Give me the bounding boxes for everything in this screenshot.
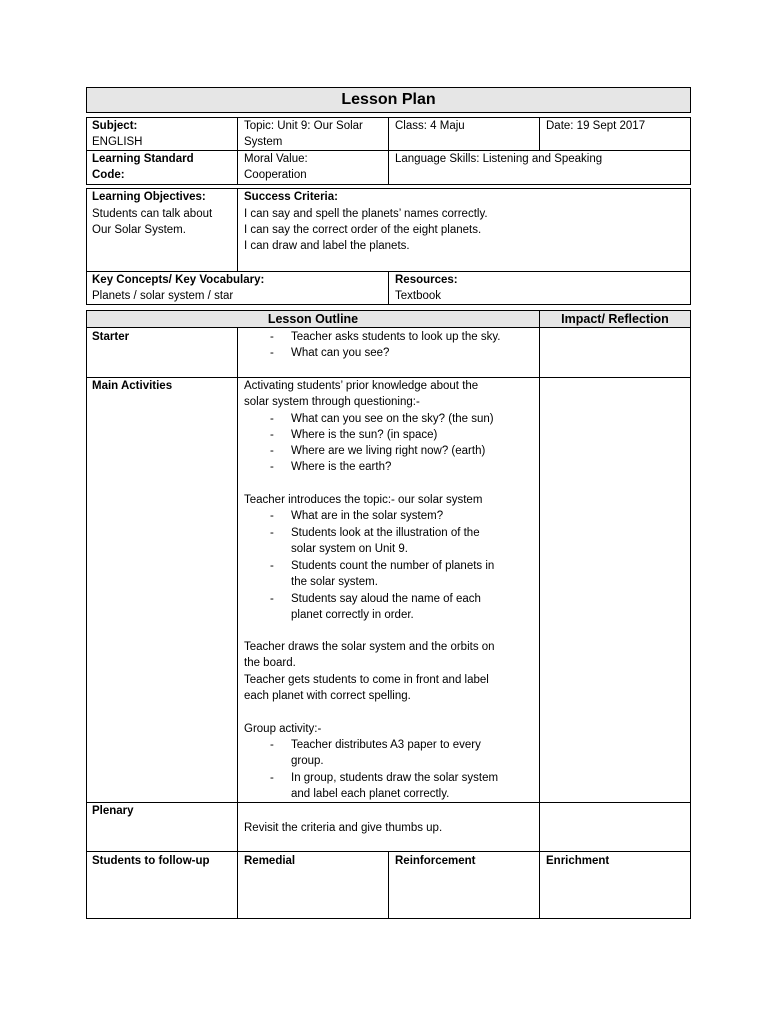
group-item: In group, students draw the solar system bbox=[291, 772, 499, 784]
bullet-dash: - bbox=[270, 739, 274, 751]
topic-item: Students count the number of planets in bbox=[291, 560, 495, 572]
reinforcement-label: Reinforcement bbox=[395, 855, 476, 867]
starter-item: What can you see? bbox=[291, 347, 390, 359]
remedial-label: Remedial bbox=[244, 855, 296, 867]
topic-line-1: Topic: Unit 9: Our Solar bbox=[244, 120, 363, 132]
plenary-text: Revisit the criteria and give thumbs up. bbox=[244, 822, 443, 834]
starter-item: Teacher asks students to look up the sky. bbox=[291, 331, 501, 343]
subject-label: Subject: bbox=[92, 120, 138, 132]
bullet-dash: - bbox=[270, 445, 274, 457]
bullet-dash: - bbox=[270, 560, 274, 572]
key-concepts-value: Planets / solar system / star bbox=[92, 290, 234, 302]
main-intro-line: Activating students’ prior knowledge about the bbox=[244, 380, 479, 392]
group-activity-label: Group activity:- bbox=[244, 723, 322, 735]
topic-item: Students say aloud the name of each bbox=[291, 593, 481, 605]
question-item: Where are we living right now? (earth) bbox=[291, 445, 486, 457]
learning-objective-line: Our Solar System. bbox=[92, 224, 186, 236]
group-item: group. bbox=[291, 755, 324, 767]
topic-item: planet correctly in order. bbox=[291, 609, 414, 621]
subject-value: ENGLISH bbox=[92, 136, 143, 148]
topic-item: What are in the solar system? bbox=[291, 510, 444, 522]
bullet-dash: - bbox=[270, 331, 274, 343]
class-text: Class: 4 Maju bbox=[395, 120, 465, 132]
impact-reflection-header: Impact/ Reflection bbox=[561, 312, 669, 326]
bullet-dash: - bbox=[270, 413, 274, 425]
topic-item: Students look at the illustration of the bbox=[291, 527, 480, 539]
topic-line-2: System bbox=[244, 136, 283, 148]
bullet-dash: - bbox=[270, 510, 274, 522]
bullet-dash: - bbox=[270, 347, 274, 359]
learning-objective-line: Students can talk about bbox=[92, 208, 213, 220]
group-item: Teacher distributes A3 paper to every bbox=[291, 739, 481, 751]
plenary-label: Plenary bbox=[92, 805, 134, 817]
resources-label: Resources: bbox=[395, 274, 458, 286]
learning-standard-code-label: Code: bbox=[92, 169, 125, 181]
group-item: and label each planet correctly. bbox=[291, 788, 450, 800]
draw-line: each planet with correct spelling. bbox=[244, 690, 411, 702]
topic-item: the solar system. bbox=[291, 576, 378, 588]
success-criteria-line: I can draw and label the planets. bbox=[244, 240, 410, 252]
enrichment-label: Enrichment bbox=[546, 855, 610, 867]
draw-line: the board. bbox=[244, 657, 296, 669]
success-criteria-label: Success Criteria: bbox=[244, 191, 338, 203]
learning-standard-label: Learning Standard bbox=[92, 153, 194, 165]
date-text: Date: 19 Sept 2017 bbox=[546, 120, 646, 132]
draw-line: Teacher draws the solar system and the orbits on bbox=[244, 641, 495, 653]
resources-value: Textbook bbox=[395, 290, 442, 302]
bullet-dash: - bbox=[270, 429, 274, 441]
success-criteria-line: I can say the correct order of the eight planets. bbox=[244, 224, 482, 236]
topic-item: solar system on Unit 9. bbox=[291, 543, 408, 555]
key-concepts-label: Key Concepts/ Key Vocabulary: bbox=[92, 274, 265, 286]
question-item: Where is the earth? bbox=[291, 461, 392, 473]
main-intro-line: solar system through questioning:- bbox=[244, 396, 420, 408]
bullet-dash: - bbox=[270, 772, 274, 784]
language-skills: Language Skills: Listening and Speaking bbox=[395, 153, 603, 165]
page-title: Lesson Plan bbox=[86, 87, 691, 113]
main-activities-label: Main Activities bbox=[92, 380, 173, 392]
moral-value-label: Moral Value: bbox=[244, 153, 308, 165]
moral-value: Cooperation bbox=[244, 169, 307, 181]
success-criteria-line: I can say and spell the planets’ names correctly. bbox=[244, 208, 488, 220]
bullet-dash: - bbox=[270, 527, 274, 539]
question-item: Where is the sun? (in space) bbox=[291, 429, 438, 441]
learning-objectives-label: Learning Objectives: bbox=[92, 191, 206, 203]
followup-label: Students to follow-up bbox=[92, 855, 210, 867]
starter-label: Starter bbox=[92, 331, 130, 343]
bullet-dash: - bbox=[270, 461, 274, 473]
lesson-outline-header: Lesson Outline bbox=[267, 312, 359, 326]
question-item: What can you see on the sky? (the sun) bbox=[291, 413, 494, 425]
bullet-dash: - bbox=[270, 593, 274, 605]
topic-intro: Teacher introduces the topic:- our solar system bbox=[244, 494, 483, 506]
draw-line: Teacher gets students to come in front and label bbox=[244, 674, 489, 686]
